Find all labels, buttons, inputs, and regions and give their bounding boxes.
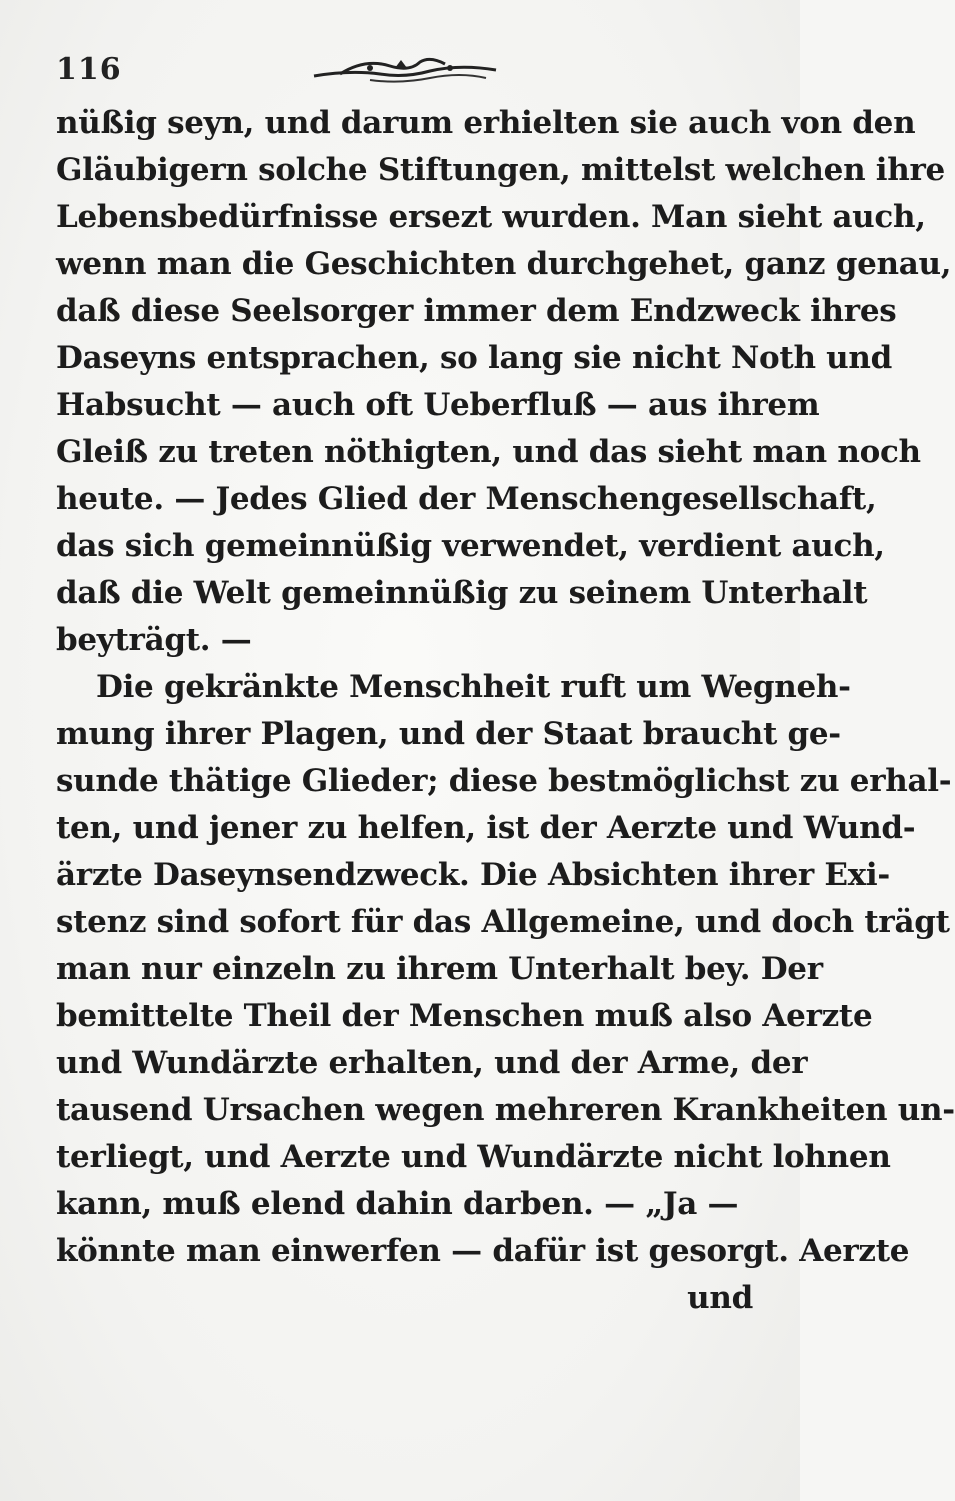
body-text xyxy=(56,100,955,1322)
text-line: und Wundärzte erhalten, und der Arme, der xyxy=(56,1045,808,1081)
text-line: ärzte Daseynsendzweck. Die Absichten ihrer Exi- xyxy=(56,857,890,893)
text-line: Gleiß zu treten nöthigten, und das sieht man noch xyxy=(56,434,921,470)
text-line: heute. — Jedes Glied der Menschengesellschaft, xyxy=(56,481,877,517)
page-header xyxy=(56,52,756,102)
text-line: Die gekränkte Menschheit ruft um Wegneh- xyxy=(96,669,851,705)
text-line: terliegt, und Aerzte und Wundärzte nicht lohnen xyxy=(56,1139,891,1175)
text-line: beyträgt. — xyxy=(56,622,252,658)
text-line: man nur einzeln zu ihrem Unterhalt bey. Der xyxy=(56,951,823,987)
text-line: Gläubigern solche Stiftungen, mittelst welchen ihre xyxy=(56,152,945,188)
text-line: daß die Welt gemeinnüßig zu seinem Unterhalt xyxy=(56,575,868,611)
page-number: 116 xyxy=(56,52,122,87)
text-line: ten, und jener zu helfen, ist der Aerzte und Wund- xyxy=(56,810,916,846)
text-line: daß diese Seelsorger immer dem Endzweck ihres xyxy=(56,293,897,329)
text-line: mung ihrer Plagen, und der Staat braucht ge- xyxy=(56,716,841,752)
text-line: sunde thätige Glieder; diese bestmöglichst zu erhal- xyxy=(56,763,952,799)
text-line: Daseyns entsprachen, so lang sie nicht Noth und xyxy=(56,340,893,376)
text-line: bemittelte Theil der Menschen muß also Aerzte xyxy=(56,998,873,1034)
text-line: wenn man die Geschichten durchgehet, ganz genau, xyxy=(56,246,952,282)
text-line: Lebensbedürfnisse ersezt wurden. Man sieht auch, xyxy=(56,199,926,235)
catchword: und xyxy=(687,1280,753,1316)
text-line: stenz sind sofort für das Allgemeine, und doch trägt xyxy=(56,904,950,940)
text-line: Habsucht — auch oft Ueberfluß — aus ihrem xyxy=(56,387,820,423)
text-line: könnte man einwerfen — dafür ist gesorgt. Aerzte xyxy=(56,1233,910,1269)
text-line: tausend Ursachen wegen mehreren Krankheiten un- xyxy=(56,1092,955,1128)
text-line: kann, muß elend dahin darben. — „Ja — xyxy=(56,1186,739,1222)
text-line: nüßig seyn, und darum erhielten sie auch von den xyxy=(56,105,916,141)
text-line: das sich gemeinnüßig verwendet, verdient auch, xyxy=(56,528,885,564)
ornament-icon xyxy=(310,56,500,86)
